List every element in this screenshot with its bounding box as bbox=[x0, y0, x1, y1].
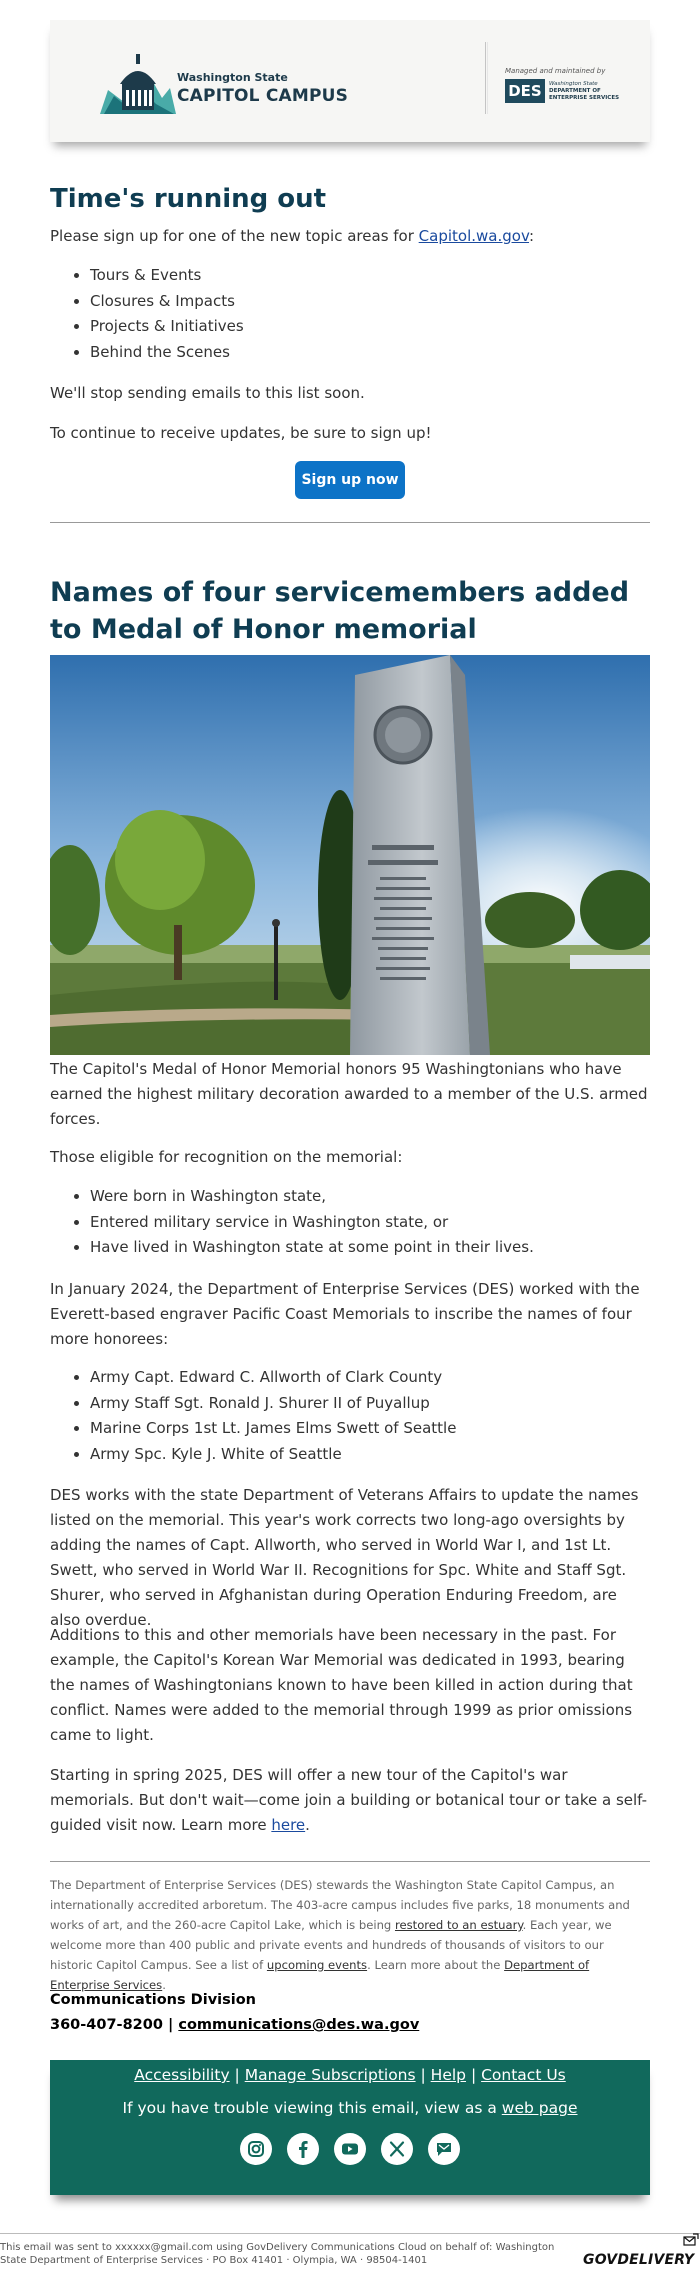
article-para2: Those eligible for recognition on the memorial: bbox=[50, 1148, 403, 1166]
about-text-1: The Department of Enterprise Services (DES) stewards the Washington State Capitol Campus, an internationally accredited arboretum. The 403-acre campus includes five parks, 18 monuments and works of art, and the 260-acre Capitol Lake, which is being bbox=[50, 1878, 630, 1932]
division-title: Communications Division bbox=[50, 1992, 256, 2008]
govdelivery-mail-icon bbox=[683, 2233, 699, 2247]
article-para6-text: Starting in spring 2025, DES will offer a new tour of the Capitol's war memorials. But don't wait—come join a building or botanical tour or take a self-guided visit now. Learn more bbox=[50, 1766, 648, 1834]
list-item: • Army Capt. Edward C. Allworth of Clark County bbox=[90, 1365, 456, 1391]
list-item: • Tours & Events bbox=[90, 263, 244, 289]
des-logo: DES bbox=[505, 79, 545, 103]
des-line1: Washington State bbox=[549, 81, 598, 87]
list-item: • Projects & Initiatives bbox=[90, 314, 244, 340]
x-icon[interactable] bbox=[381, 2133, 413, 2165]
des-logo-text bbox=[549, 81, 619, 102]
link-separator: | bbox=[229, 2066, 245, 2084]
stop-text: We'll stop sending emails to this list soon. bbox=[50, 384, 365, 402]
continue-text: To continue to receive updates, be sure to sign up! bbox=[50, 424, 432, 442]
manage-subscriptions-link[interactable]: Manage Subscriptions bbox=[244, 2066, 416, 2084]
contact-separator: | bbox=[162, 2017, 179, 2033]
view-web-line bbox=[50, 2099, 650, 2117]
about-text-4: . bbox=[162, 1978, 166, 1992]
phone-number: 360-407-8200 bbox=[50, 2017, 163, 2033]
sign-up-button[interactable]: Sign up now bbox=[295, 461, 405, 499]
article-title: Names of four servicemembers added to Medal of Honor memorial bbox=[50, 577, 630, 645]
learn-more-link[interactable]: here bbox=[271, 1816, 306, 1834]
list-item: • Were born in Washington state, bbox=[90, 1184, 534, 1210]
section-divider bbox=[50, 522, 650, 523]
header-banner bbox=[50, 20, 650, 142]
accessibility-link[interactable]: Accessibility bbox=[134, 2066, 230, 2084]
des-line2: DEPARTMENT OF bbox=[549, 88, 601, 94]
govdelivery-logo: GOVDELIVERY bbox=[583, 2252, 695, 2268]
article-para3: In January 2024, the Department of Enterprise Services (DES) worked with the Everett-based engraver Pacific Coast Memorials to inscribe the names of four more honorees: bbox=[50, 1280, 640, 1348]
about-text-3: . Learn more about the bbox=[367, 1958, 505, 1972]
footer-about bbox=[50, 1875, 650, 1995]
eligibility-list bbox=[50, 1184, 534, 1261]
contact-us-link[interactable]: Contact Us bbox=[481, 2066, 566, 2084]
view-text: If you have trouble viewing this email, view as a bbox=[122, 2099, 502, 2117]
list-item: • Have lived in Washington state at some point in their lives. bbox=[90, 1235, 534, 1261]
honoree-list bbox=[50, 1365, 456, 1467]
topic-list bbox=[50, 263, 244, 365]
govdelivery-message-icon[interactable] bbox=[428, 2133, 460, 2165]
list-item: • Entered military service in Washington state, or bbox=[90, 1210, 534, 1236]
youtube-icon[interactable] bbox=[334, 2133, 366, 2165]
about-text-2: . Each year, we welcome more than 400 public and private events and hundreds of thousands of visitors to our historic Capitol Campus. See a list of bbox=[50, 1918, 612, 1972]
article-para4: DES works with the state Department of Veterans Affairs to update the names listed on the memorial. This year's work corrects two long-ago oversights by adding the names of Capt. Allworth, who served in World War I, and 1st Lt. Swett, who served in World War II. Recognitions for Spc. White and Staff Sgt. Shurer, who served in Afghanistan during Operation Enduring Freedom, are also overdue. bbox=[50, 1486, 639, 1629]
list-item: • Army Staff Sgt. Ronald J. Shurer II of Puyallup bbox=[90, 1391, 456, 1417]
social-icons bbox=[50, 2133, 650, 2165]
article-para5: Additions to this and other memorials have been necessary in the past. For example, the Capitol's Korean War Memorial was dedicated in 1993, bearing the names of Washingtonians known to have been killed in action during that conflict. Names were added to the memorial through 1999 as prior omissions came to light. bbox=[50, 1626, 633, 1744]
notice-title: Time's running out bbox=[50, 184, 327, 214]
events-link[interactable]: upcoming events bbox=[266, 1958, 368, 1972]
notice-intro bbox=[50, 224, 534, 249]
contact-line bbox=[50, 2017, 419, 2033]
link-separator: | bbox=[415, 2066, 431, 2084]
header-divider bbox=[485, 42, 486, 114]
article-para6 bbox=[50, 1763, 650, 1838]
managed-label: Managed and maintained by bbox=[505, 67, 606, 75]
web-page-link[interactable]: web page bbox=[501, 2099, 578, 2117]
capitol-link[interactable]: Capitol.wa.gov bbox=[418, 227, 530, 245]
des-link[interactable]: Department of Enterprise Services bbox=[50, 1958, 590, 1992]
list-item: • Closures & Impacts bbox=[90, 289, 244, 315]
link-separator: | bbox=[466, 2066, 482, 2084]
list-item: • Army Spc. Kyle J. White of Seattle bbox=[90, 1442, 456, 1468]
logo-line2: CAPITOL CAMPUS bbox=[177, 86, 349, 106]
help-link[interactable]: Help bbox=[430, 2066, 467, 2084]
article-para6-end: . bbox=[305, 1816, 310, 1834]
des-line3: ENTERPRISE SERVICES bbox=[549, 95, 620, 101]
notice-intro-text: Please sign up for one of the new topic areas for bbox=[50, 227, 419, 245]
list-item: • Behind the Scenes bbox=[90, 340, 244, 366]
sent-to-text: This email was sent to xxxxxx@gmail.com using GovDelivery Communications Cloud on behalf of: Washington State Department of Enterprise Services · PO Box 41401 · Olympia, WA · 98504-1401 bbox=[0, 2242, 555, 2266]
notice-intro-end: : bbox=[529, 227, 535, 245]
estuary-link[interactable]: restored to an estuary bbox=[394, 1918, 523, 1932]
facebook-icon[interactable] bbox=[287, 2133, 319, 2165]
footer-links bbox=[50, 2066, 650, 2084]
instagram-icon[interactable] bbox=[240, 2133, 272, 2165]
footer-divider bbox=[50, 1861, 650, 1862]
list-item: • Marine Corps 1st Lt. James Elms Swett of Seattle bbox=[90, 1416, 456, 1442]
memorial-photo bbox=[50, 655, 650, 1055]
logo-line1: Washington State bbox=[177, 71, 288, 84]
email-link[interactable]: communications@des.wa.gov bbox=[178, 2017, 420, 2033]
article-para1: The Capitol's Medal of Honor Memorial honors 95 Washingtonians who have earned the highest military decoration awarded to a member of the U.S. armed forces. bbox=[50, 1060, 648, 1128]
